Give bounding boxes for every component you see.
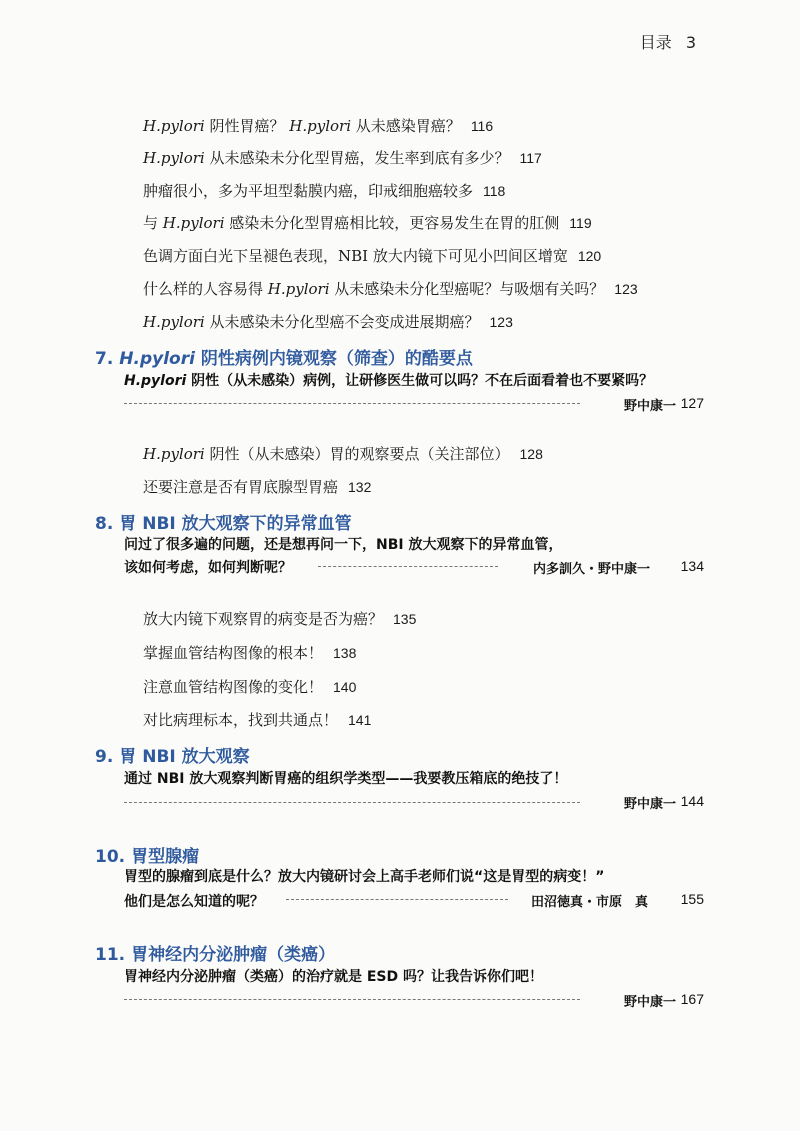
toc-subitem[interactable]: 肿瘤很小，多为平坦型黏膜内癌，印戒细胞癌较多 118 xyxy=(143,182,506,200)
toc-subitem[interactable]: 还要注意是否有胃底腺型胃癌 132 xyxy=(143,478,372,496)
section-10-description-line2: 他们是怎么知道的呢？ xyxy=(124,894,264,910)
section-7-description: H.pylori 阴性（从未感染）病例，让研修医生做可以吗？不在后面看着也不要紧吗？ xyxy=(124,373,654,389)
section-10-author: 田沼徳真・市原 真 xyxy=(530,895,648,910)
toc-subitem[interactable]: H.pylori 阴性胃癌？ H.pylori 从未感染胃癌？ 116 xyxy=(143,117,494,135)
page-number: 116 xyxy=(470,118,494,134)
section-8-description: 问过了很多遍的问题，还是想再问一下，NBI 放大观察下的异常血管， xyxy=(124,537,563,553)
section-11-author: 野中康一 xyxy=(623,995,676,1010)
header-label: 目录 xyxy=(639,33,672,52)
toc-subitem[interactable]: 掌握血管结构图像的根本！ 138 xyxy=(143,644,357,662)
toc-subitem[interactable]: H.pylori 阴性（从未感染）胃的观察要点（关注部位） 128 xyxy=(143,445,543,463)
section-9-description: 通过 NBI 放大观察判断胃癌的组织学类型——我要教压箱底的绝技了！ xyxy=(124,771,568,787)
page-header xyxy=(640,30,696,53)
section-8-page: 134 xyxy=(680,558,704,574)
toc-subitem[interactable]: H.pylori 从未感染未分化型癌不会变成进展期癌？ 123 xyxy=(143,313,513,331)
section-11-title[interactable]: 11. 胃神经内分泌肿瘤（类癌） xyxy=(95,945,336,965)
dotted-leader xyxy=(124,999,580,1000)
page-number: 123 xyxy=(489,314,513,330)
section-10-title[interactable]: 10. 胃型腺瘤 xyxy=(95,847,200,867)
page-number: 140 xyxy=(333,679,357,695)
toc-subitem[interactable]: 放大内镜下观察胃的病变是否为癌？ 135 xyxy=(143,610,417,628)
section-9-page: 144 xyxy=(680,793,704,809)
section-7-page: 127 xyxy=(680,395,704,411)
section-8-author: 内多訓久・野中康一 xyxy=(532,562,650,577)
page-number: 141 xyxy=(348,712,372,728)
section-7-title[interactable]: 7. H.pylori 阴性病例内镜观察（筛查）的酷要点 xyxy=(95,349,473,369)
page-number: 123 xyxy=(614,281,638,297)
section-8-title[interactable]: 8. 胃 NBI 放大观察下的异常血管 xyxy=(95,514,352,534)
section-9-author: 野中康一 xyxy=(623,797,676,812)
toc-subitem[interactable]: 注意血管结构图像的变化！ 140 xyxy=(143,678,357,696)
page-number: 135 xyxy=(393,611,417,627)
page-number: 138 xyxy=(333,645,357,661)
section-7-author: 野中康一 xyxy=(623,399,676,414)
section-8-description-line2: 该如何考虑，如何判断呢？ xyxy=(124,560,292,576)
page-number: 132 xyxy=(348,479,372,495)
dotted-leader xyxy=(124,802,580,803)
toc-subitem[interactable]: 色调方面白光下呈褪色表现，NBI 放大内镜下可见小凹间区增宽 120 xyxy=(143,247,602,265)
page-number: 128 xyxy=(519,446,543,462)
header-page-number: 3 xyxy=(685,33,696,52)
toc-subitem[interactable]: H.pylori 从未感染未分化型胃癌，发生率到底有多少？ 117 xyxy=(143,149,542,167)
section-9-title[interactable]: 9. 胃 NBI 放大观察 xyxy=(95,747,250,767)
section-10-page: 155 xyxy=(680,891,704,907)
section-11-page: 167 xyxy=(680,991,704,1007)
toc-subitem[interactable]: 对比病理标本，找到共通点！ 141 xyxy=(143,711,372,729)
toc-subitem[interactable]: 与 H.pylori 感染未分化型胃癌相比较，更容易发生在胃的肛侧 119 xyxy=(143,214,592,232)
page-number: 119 xyxy=(569,215,592,231)
page-number: 120 xyxy=(577,248,602,264)
toc-subitem[interactable]: 什么样的人容易得 H.pylori 从未感染未分化型癌呢？与吸烟有关吗？ 123 xyxy=(143,280,638,298)
dotted-leader xyxy=(286,899,508,900)
section-11-description: 胃神经内分泌肿瘤（类癌）的治疗就是 ESD 吗？让我告诉你们吧！ xyxy=(124,969,544,985)
section-10-description: 胃型的腺瘤到底是什么？放大内镜研讨会上高手老师们说“这是胃型的病变！” xyxy=(124,869,605,885)
dotted-leader xyxy=(124,403,580,404)
dotted-leader xyxy=(318,566,498,567)
page-number: 117 xyxy=(519,150,542,166)
page-number: 118 xyxy=(483,183,506,199)
